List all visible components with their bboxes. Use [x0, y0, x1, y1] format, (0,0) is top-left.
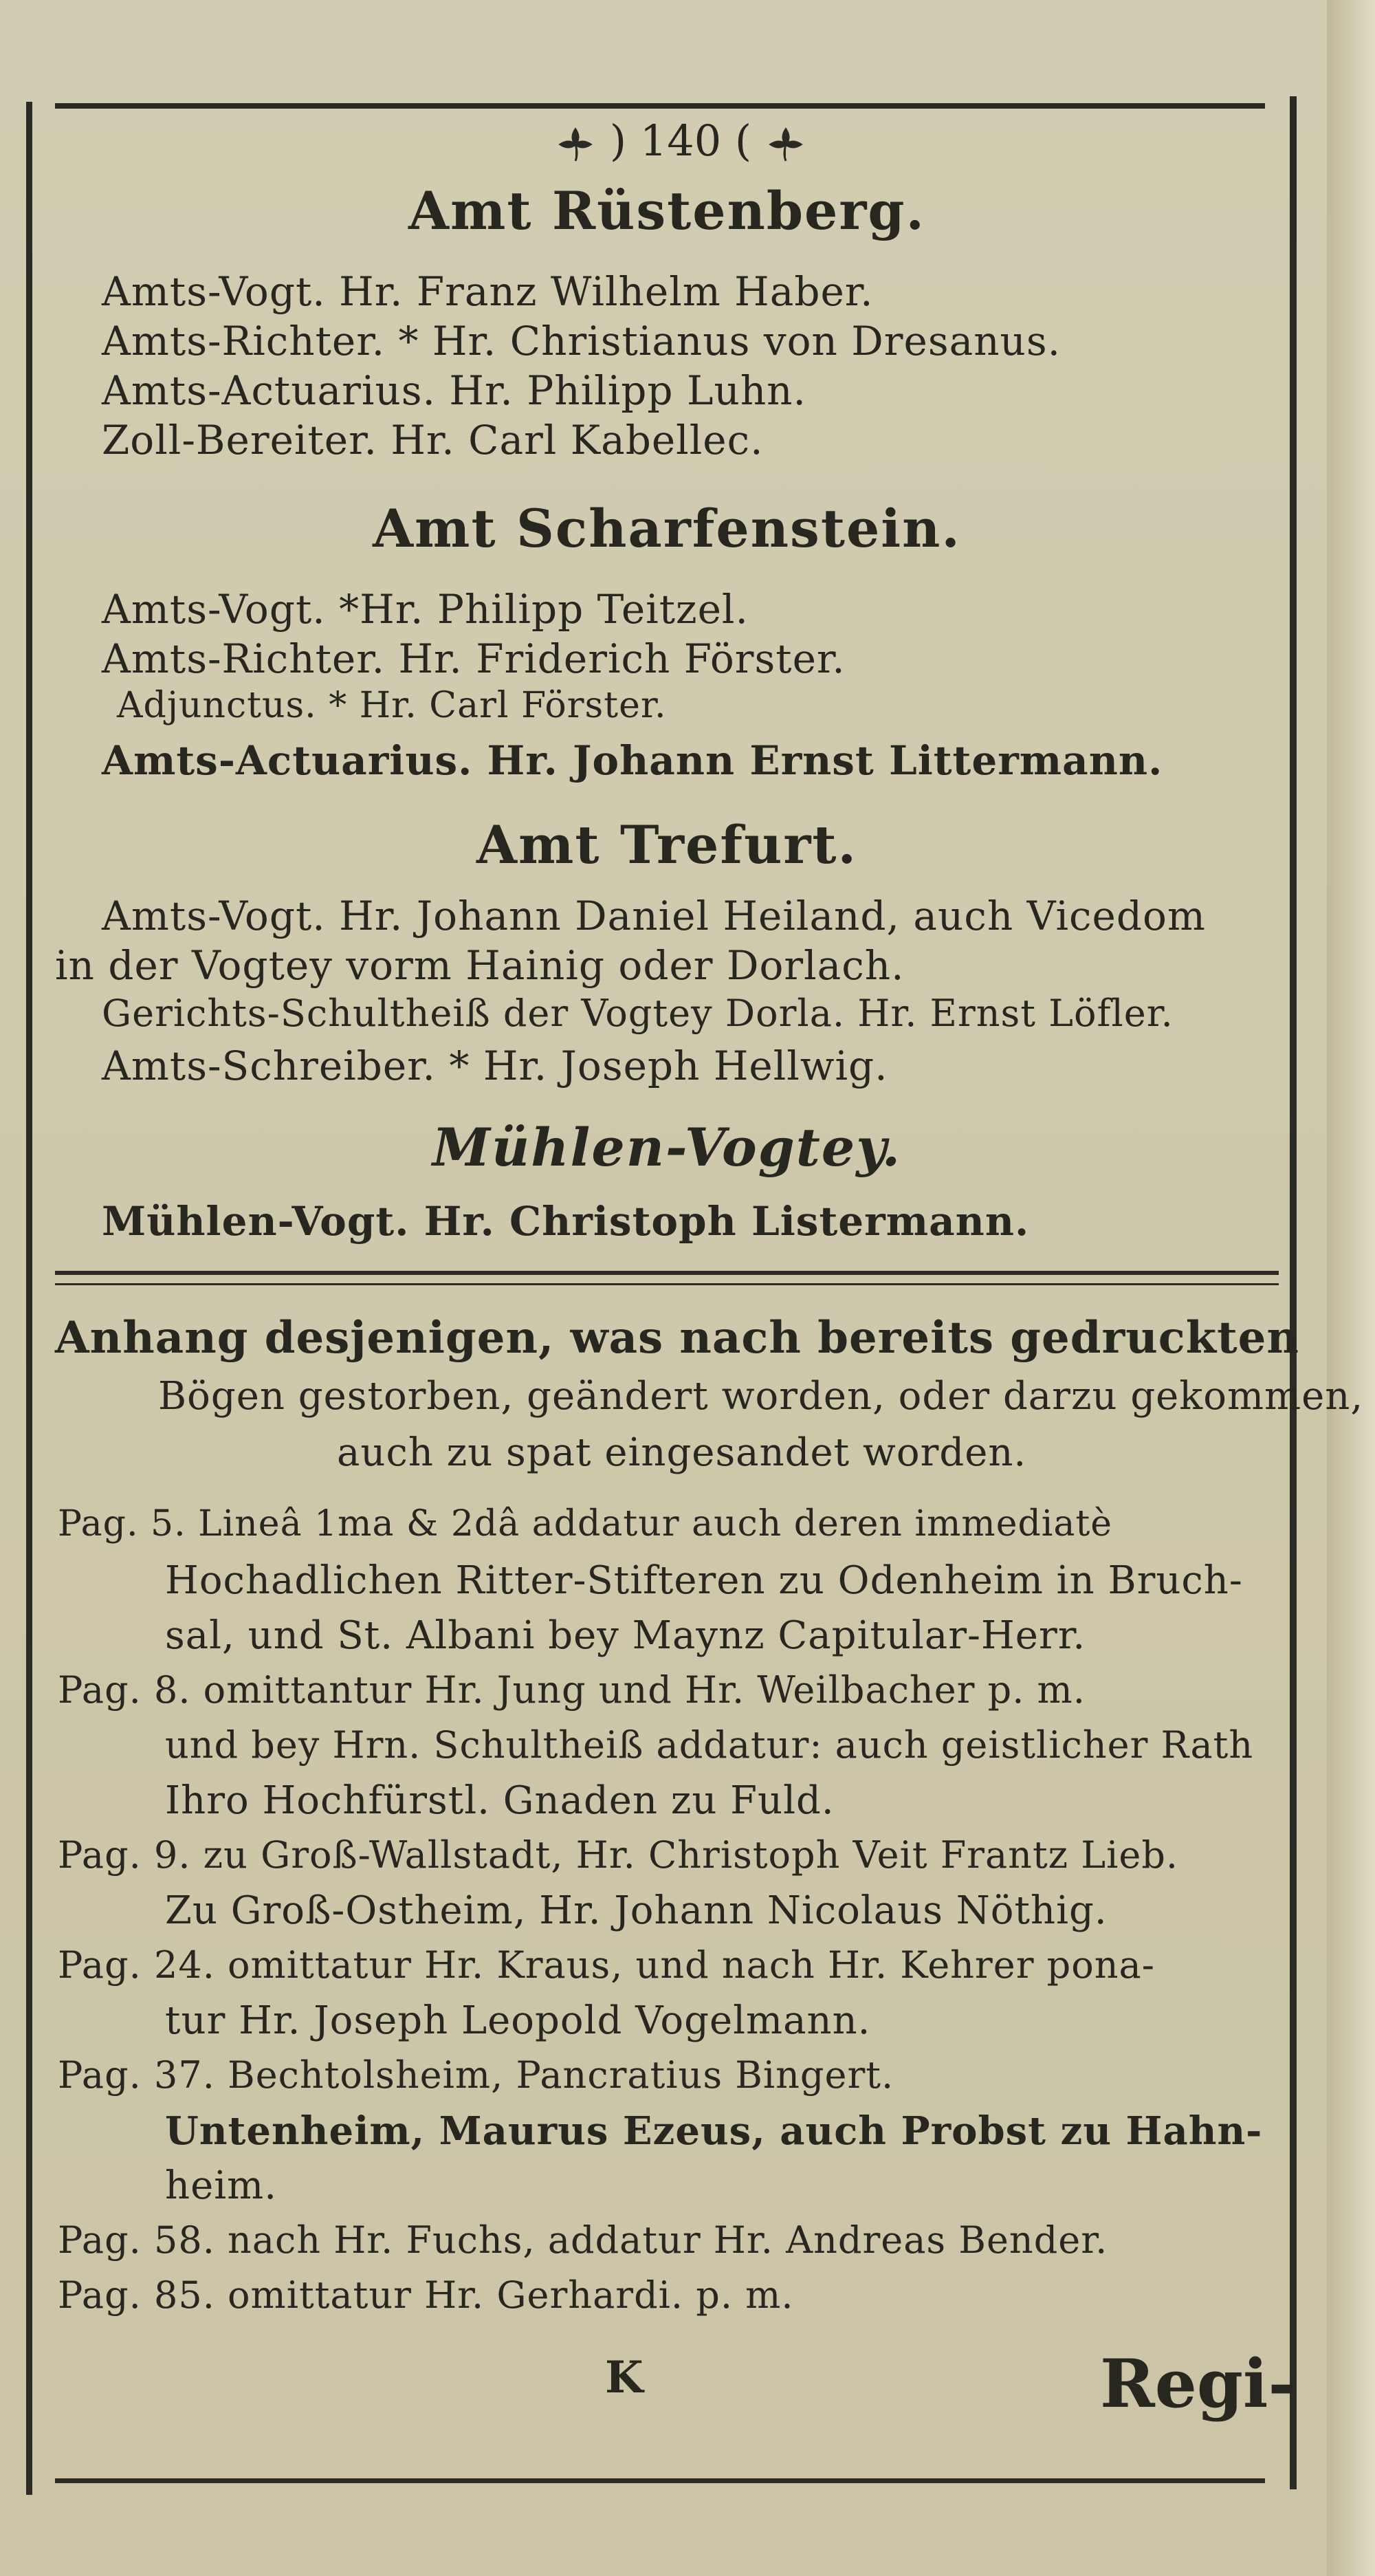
- appendix-line: Ihro Hochfürstl. Gnaden zu Fuld.: [165, 1778, 835, 1823]
- appendix-title-line: auch zu spat eingesandet worden.: [337, 1430, 1027, 1475]
- appendix-line: Pag. 5. Lineâ 1ma & 2dâ addatur auch deren immediatè: [58, 1503, 1113, 1544]
- entry-line: Gerichts-Schultheiß der Vogtey Dorla. Hr. Ernst Löfler.: [102, 992, 1174, 1035]
- frame-left-border: [26, 102, 32, 2495]
- appendix-line: und bey Hrn. Schultheiß addatur: auch geistlicher Rath: [165, 1723, 1254, 1767]
- page-edge: [1327, 0, 1375, 2576]
- top-rule: [55, 103, 1265, 109]
- entry-line: Amts-Richter. * Hr. Christianus von Dresanus.: [102, 318, 1062, 364]
- entry-line: Amts-Actuarius. Hr. Johann Ernst Littermann.: [102, 737, 1163, 784]
- entry-line: Mühlen-Vogt. Hr. Christoph Listermann.: [102, 1198, 1030, 1245]
- entry-line: in der Vogtey vorm Hainig oder Dorlach.: [55, 942, 905, 989]
- entry-line: Amts-Vogt. Hr. Franz Wilhelm Haber.: [102, 268, 874, 315]
- section-heading-scharfenstein: Amt Scharfenstein.: [373, 498, 961, 559]
- appendix-line: Pag. 58. nach Hr. Fuchs, addatur Hr. Andreas Bender.: [58, 2218, 1108, 2262]
- section-heading-muehlen-vogtey: Mühlen-Vogtey.: [432, 1117, 902, 1178]
- right-ornament-icon: [765, 124, 806, 165]
- entry-line: Amts-Vogt. *Hr. Philipp Teitzel.: [102, 586, 749, 633]
- catchword: Regi-: [1100, 2345, 1296, 2423]
- bottom-rule: [55, 2478, 1265, 2483]
- appendix-line: Zu Groß-Ostheim, Hr. Johann Nicolaus Nöthig.: [165, 1888, 1108, 1933]
- entry-line: Adjunctus. * Hr. Carl Förster.: [117, 685, 667, 726]
- page-header: [440, 110, 921, 172]
- appendix-line: Untenheim, Maurus Ezeus, auch Probst zu Hahn-: [165, 2108, 1263, 2154]
- appendix-line: Pag. 24. omittatur Hr. Kraus, und nach Hr. Kehrer pona-: [58, 1943, 1155, 1987]
- entry-line: Amts-Schreiber. * Hr. Joseph Hellwig.: [102, 1043, 888, 1089]
- appendix-title-line: Bögen gestorben, geändert worden, oder darzu gekommen,: [158, 1374, 1364, 1419]
- appendix-title-line: Anhang desjenigen, was nach bereits gedruckten: [55, 1312, 1299, 1364]
- appendix-line: Pag. 9. zu Groß-Wallstadt, Hr. Christoph Veit Frantz Lieb.: [58, 1833, 1179, 1877]
- appendix-line: tur Hr. Joseph Leopold Vogelmann.: [165, 1998, 871, 2043]
- appendix-line: sal, und St. Albani bey Maynz Capitular-Herr.: [165, 1613, 1086, 1658]
- entry-line: Zoll-Bereiter. Hr. Carl Kabellec.: [102, 417, 764, 463]
- appendix-line: Pag. 37. Bechtolsheim, Pancratius Bingert.: [58, 2053, 894, 2097]
- section-divider-thin: [55, 1283, 1279, 1285]
- left-ornament-icon: [555, 124, 596, 165]
- section-divider: [55, 1271, 1279, 1275]
- appendix-line: Pag. 8. omittantur Hr. Jung und Hr. Weilbacher p. m.: [58, 1668, 1086, 1712]
- section-heading-ruestenberg: Amt Rüstenberg.: [408, 180, 925, 241]
- entry-line: Amts-Vogt. Hr. Johann Daniel Heiland, auch Vicedom: [102, 893, 1206, 939]
- entry-line: Amts-Richter. Hr. Friderich Förster.: [102, 635, 846, 682]
- page-number: ) 140 (: [609, 116, 752, 166]
- appendix-line: Pag. 85. omittatur Hr. Gerhardi. p. m.: [58, 2273, 794, 2317]
- section-heading-trefurt: Amt Trefurt.: [476, 814, 857, 875]
- frame-right-border: [1290, 96, 1297, 2489]
- appendix-line: Hochadlichen Ritter-Stifteren zu Odenheim in Bruch-: [165, 1558, 1243, 1603]
- appendix-line: heim.: [165, 2163, 278, 2208]
- signature-mark: K: [605, 2352, 644, 2403]
- entry-line: Amts-Actuarius. Hr. Philipp Luhn.: [102, 367, 806, 414]
